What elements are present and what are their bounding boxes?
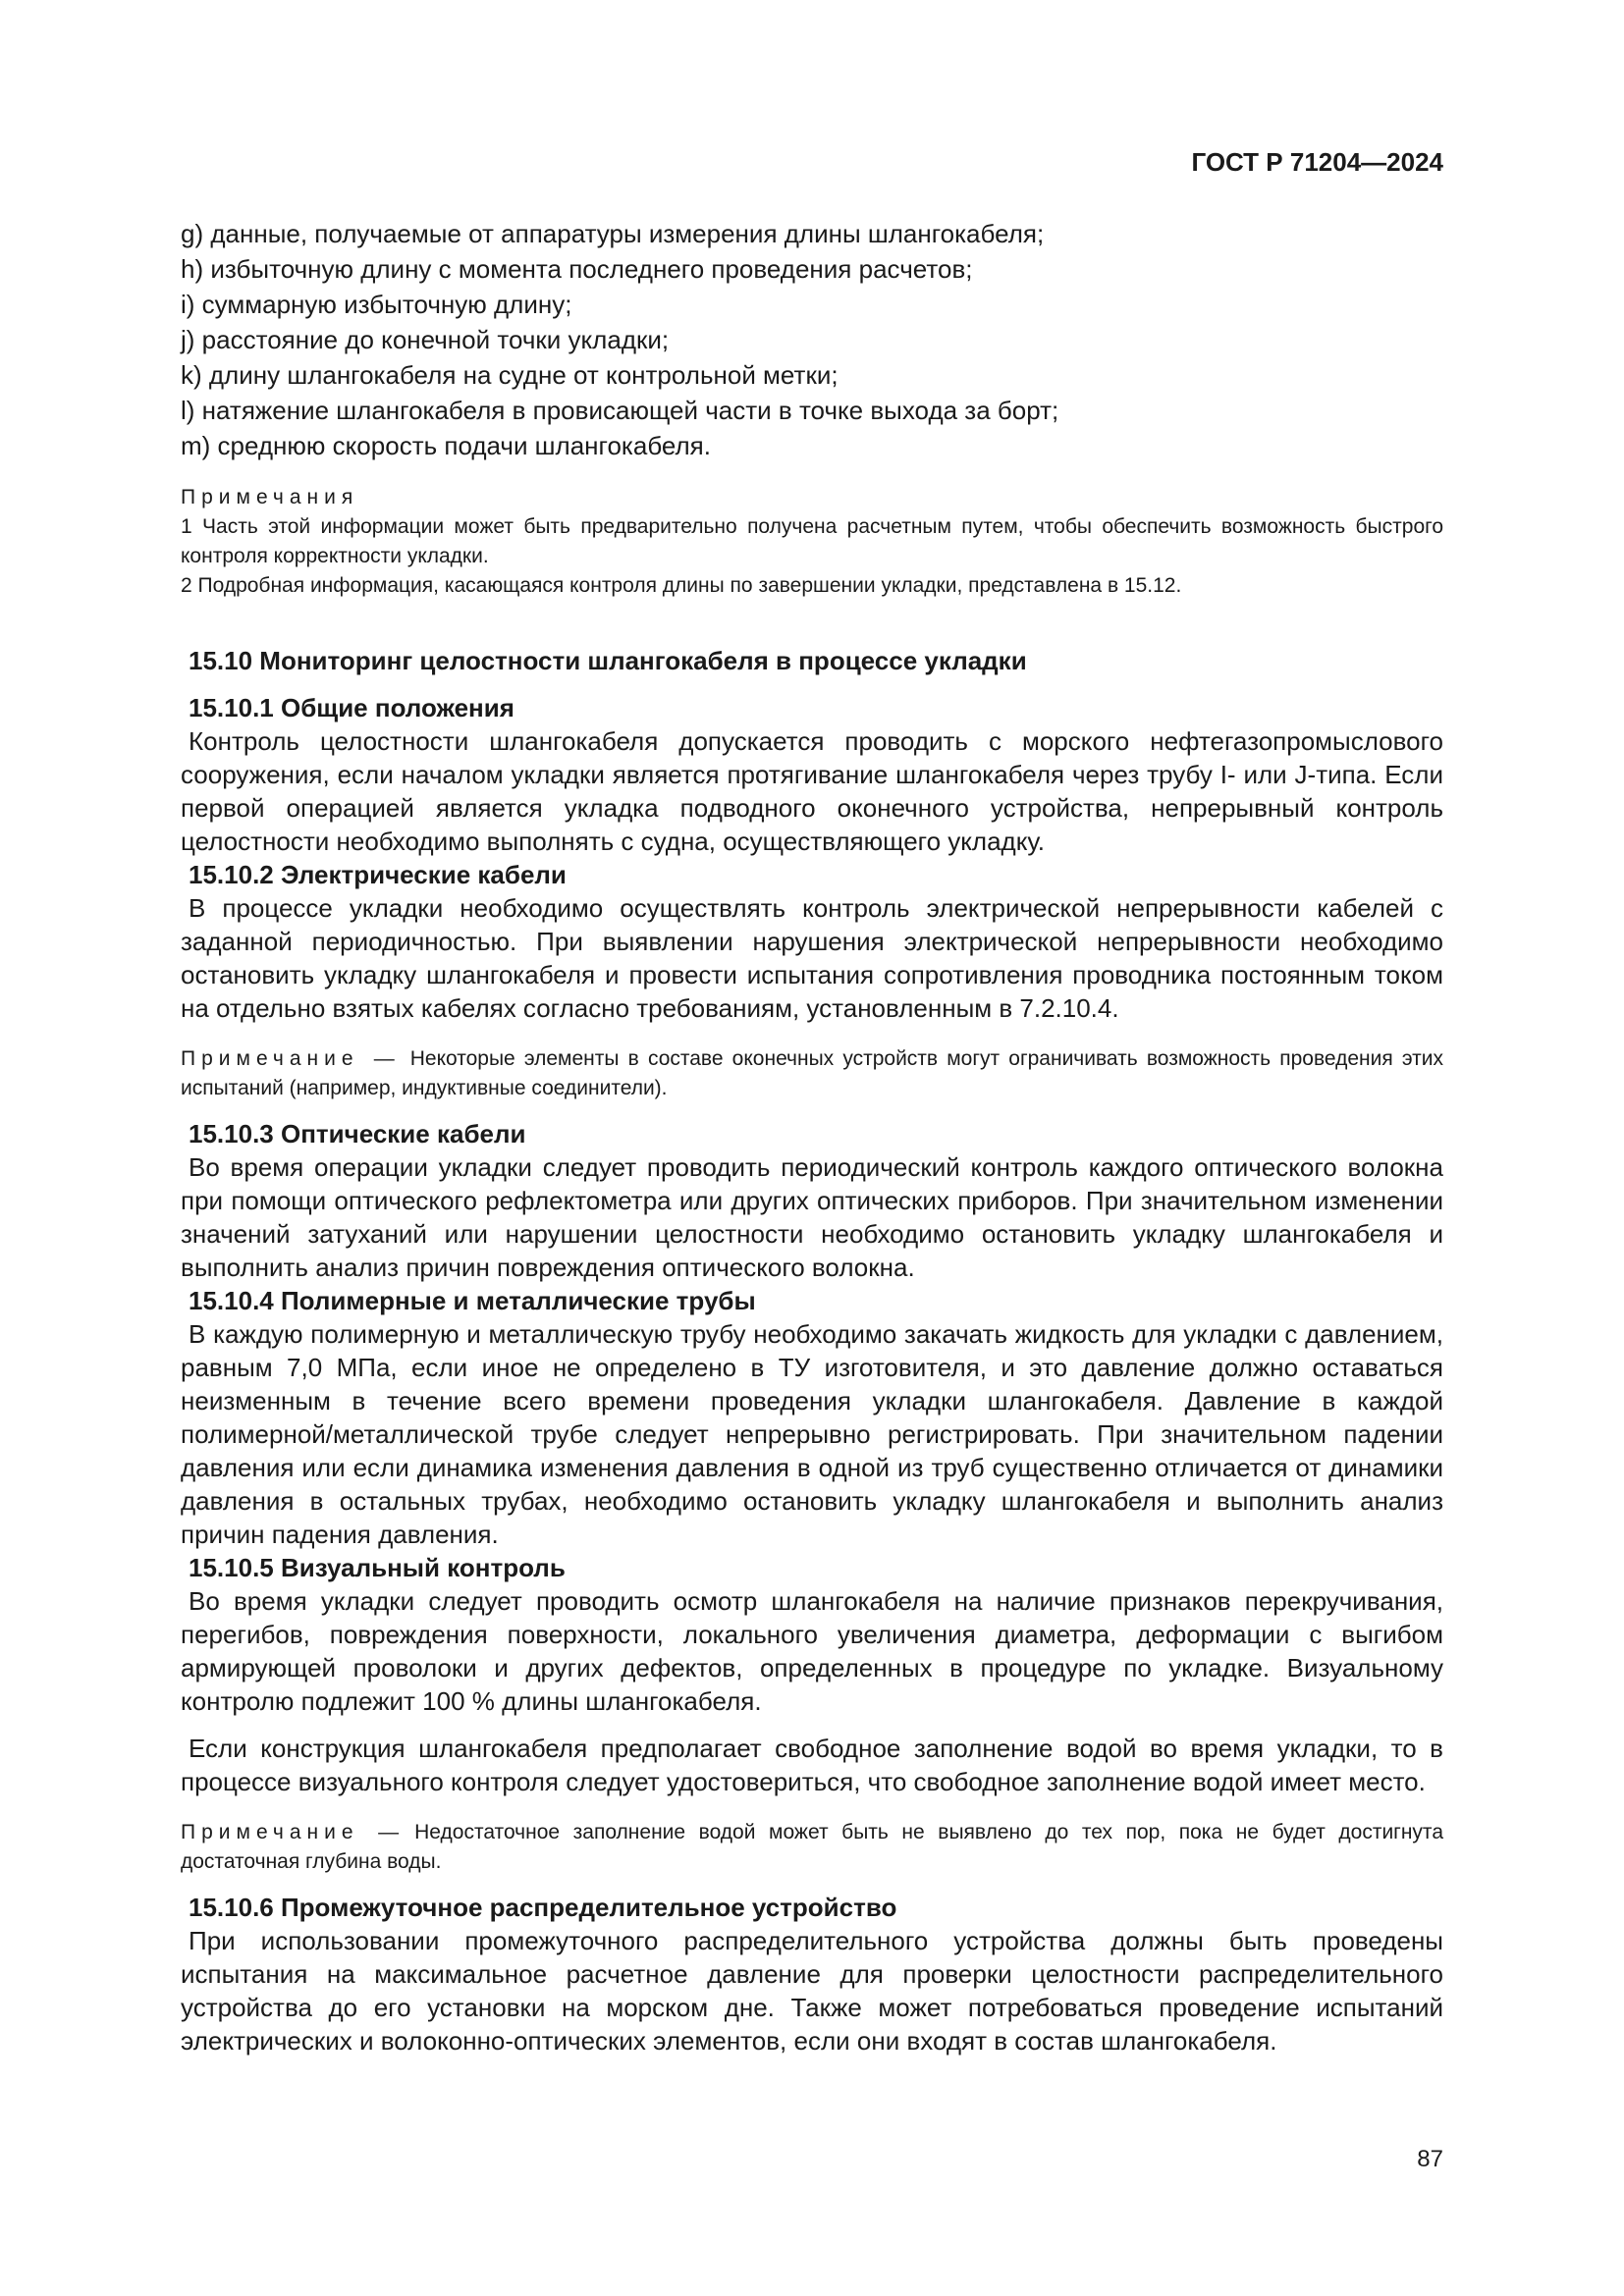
subsection-1-text: Контроль целостности шлангокабеля допускается проводить с морского нефтегазопромыслового сооружения, если началом укладки является протягивание шлангокабеля через трубу I- или J-типа. Если первой операцией является укладка подводного оконечного устройства, непрерывный контроль целостности необходимо выполнять с судна, осуществляющего укладку. [181, 726, 1443, 856]
subsection-2-text: В процессе укладки необходимо осуществлять контроль электрической непрерывности кабелей с заданной периодичностью. При выявлении нарушения электрической непрерывности необходимо остановить укладку шлангокабеля и провести испытания сопротивления проводника постоянным током на отдельно взятых кабелях согласно требованиям, установленным в 7.2.10.4. [181, 893, 1443, 1023]
subsection-3-text: Во время операции укладки следует проводить периодический контроль каждого оптического волокна при помощи оптического рефлектометра или других оптических приборов. При значительном изменении значений затуханий или нарушении целостности необходимо остановить укладку шлангокабеля и выполнить анализ причин повреждения оптического волокна. [181, 1152, 1443, 1282]
list-item: i) суммарную избыточную длину; [181, 290, 572, 319]
list-item: h) избыточную длину с момента последнего проведения расчетов; [181, 254, 973, 284]
subsection-2-note [181, 1044, 1443, 1103]
list-item: m) среднюю скорость подачи шлангокабеля. [181, 431, 711, 460]
list-item: l) натяжение шлангокабеля в провисающей части в точке выхода за борт; [181, 396, 1059, 425]
note-2: 2 Подробная информация, касающаяся контроля длины по завершении укладки, представлена в 15.12. [181, 574, 1182, 597]
subsection-5-text-1: Во время укладки следует проводить осмотр шлангокабеля на наличие признаков перекручивания, перегибов, повреждения поверхности, локального увеличения диаметра, деформации с выгибом армирующей проволоки и других дефектов, определенных в процедуре по укладке. Визуальному контролю подлежит 100 % длины шлангокабеля. [181, 1586, 1443, 1716]
list-item: k) длину шлангокабеля на судне от контрольной метки; [181, 360, 839, 390]
subsection-5-text-2: Если конструкция шлангокабеля предполагает свободное заполнение водой во время укладки, то в процессе визуального контроля следует удостовериться, что свободное заполнение водой имеет место. [181, 1734, 1443, 1796]
note-text: Недостаточное заполнение водой может быть не выявлено до тех пор, пока не будет достигнута достаточная глубина воды. [181, 1821, 1443, 1873]
page-content [181, 216, 1443, 2057]
page-number: 87 [1417, 2146, 1443, 2172]
note-label: Примечание — [181, 1821, 406, 1843]
subsection-3-title: 15.10.3 Оптические кабели [189, 1119, 526, 1148]
notes-label: Примечания [181, 486, 359, 508]
subsection-5-title: 15.10.5 Визуальный контроль [189, 1553, 566, 1582]
note-1: 1 Часть этой информации может быть предварительно получена расчетным путем, чтобы обеспечить возможность быстрого контроля корректности укладки. [181, 515, 1443, 567]
document-header: ГОСТ Р 71204—2024 [1191, 147, 1443, 177]
list-item: j) расстояние до конечной точки укладки; [181, 325, 670, 354]
note-text: Некоторые элементы в составе оконечных устройств могут ограничивать возможность проведения этих испытаний (например, индуктивные соединители). [181, 1047, 1444, 1099]
subsection-6-text: При использовании промежуточного распределительного устройства должны быть проведены испытания на максимальное расчетное давление для проверки целостности распределительного устройства до его установки на морском дне. Также может потребоваться проведение испытаний электрических и волоконно-оптических элементов, если они входят в состав шлангокабеля. [181, 1926, 1443, 2056]
subsection-2-title: 15.10.2 Электрические кабели [189, 860, 567, 889]
subsection-4-text: В каждую полимерную и металлическую трубу необходимо закачать жидкость для укладки с давлением, равным 7,0 МПа, если иное не определено в ТУ изготовителя, и это давление должно оставаться неизменным в течение всего времени проведения укладки шлангокабеля. Давление в каждой полимерной/металлической трубе следует непрерывно регистрировать. При значительном падении давления или если динамика изменения давления в одной из труб существенно отличается от динамики давления в остальных трубах, необходимо остановить укладку шлангокабеля и выполнить анализ причин падения давления. [181, 1319, 1443, 1549]
section-title: 15.10 Мониторинг целостности шлангокабеля в процессе укладки [189, 646, 1027, 675]
subsection-6-title: 15.10.6 Промежуточное распределительное устройство [189, 1893, 897, 1922]
subsection-1-title: 15.10.1 Общие положения [189, 693, 514, 722]
subsection-4-title: 15.10.4 Полимерные и металлические трубы [189, 1286, 756, 1315]
list-item: g) данные, получаемые от аппаратуры измерения длины шлангокабеля; [181, 219, 1045, 248]
subsection-5-note [181, 1818, 1443, 1877]
note-label: Примечание — [181, 1047, 401, 1070]
